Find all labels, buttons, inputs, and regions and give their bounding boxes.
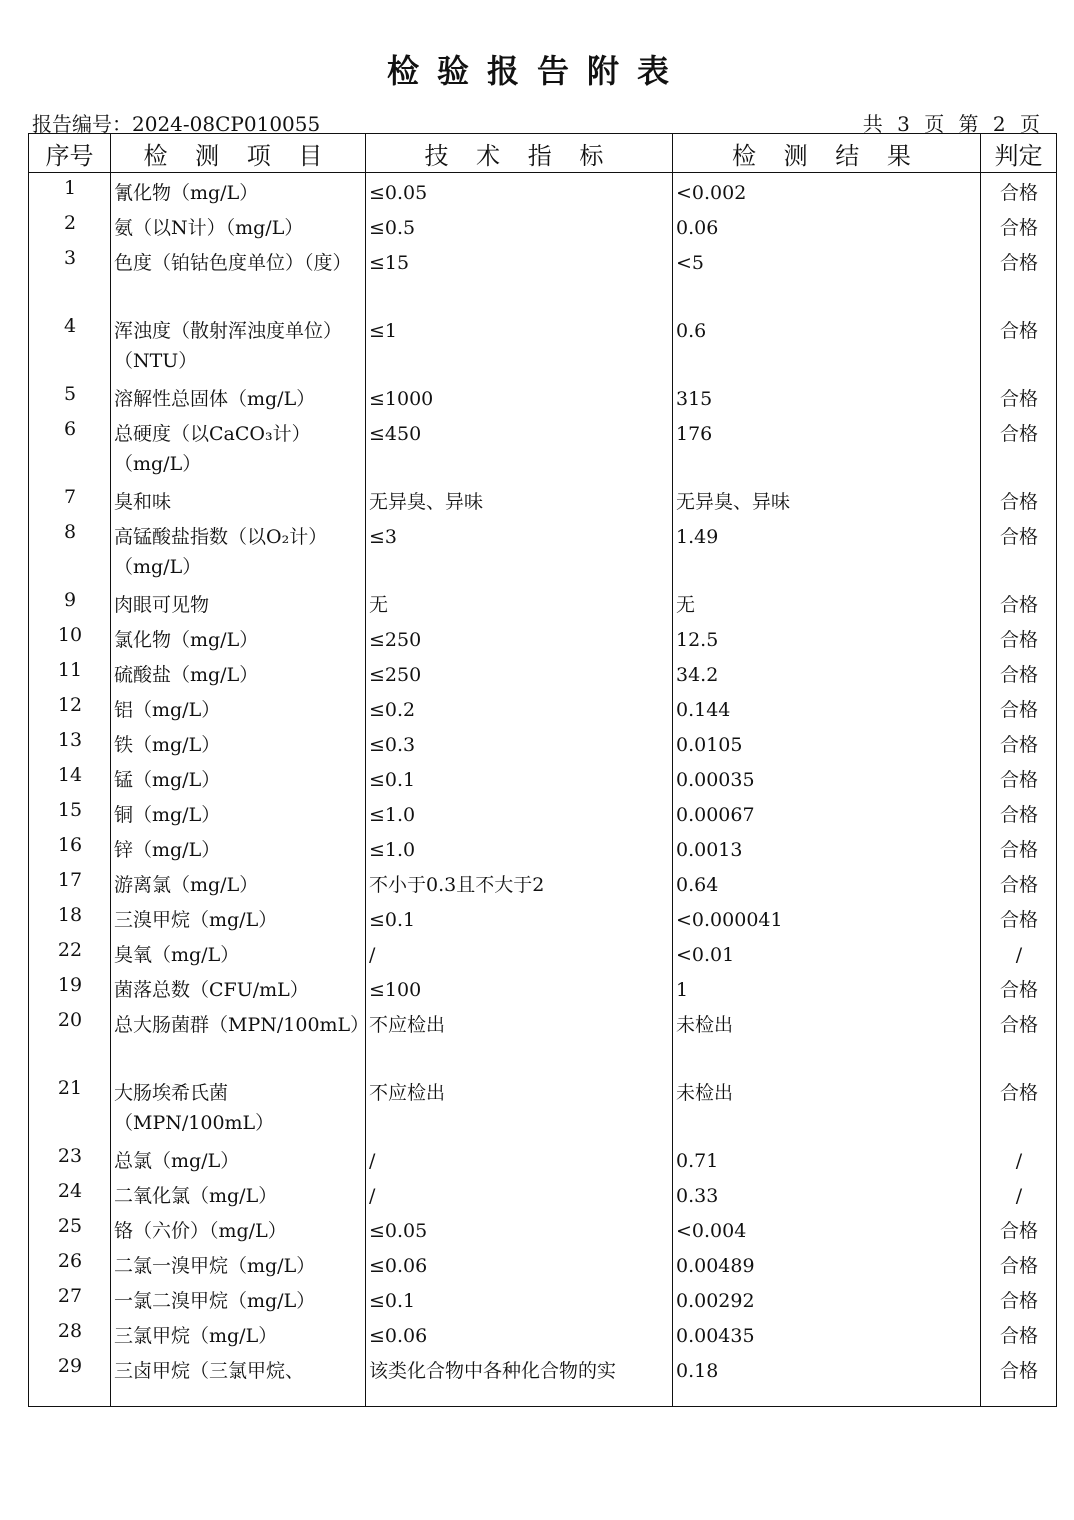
table-row	[29, 690, 1057, 725]
verdict-cell: 合格	[981, 690, 1057, 725]
row-number-cell: 5	[29, 379, 111, 414]
verdict-cell: 合格	[981, 1316, 1057, 1351]
result-cell: 0.00489	[673, 1246, 981, 1281]
test-item-cell: 溶解性总固体（mg/L）	[111, 379, 366, 414]
table-row	[29, 482, 1057, 517]
result-cell: <0.002	[673, 173, 981, 209]
row-number-cell: 12	[29, 690, 111, 725]
test-item-cell: 硫酸盐（mg/L）	[111, 655, 366, 690]
result-cell: 0.33	[673, 1176, 981, 1211]
row-number-cell: 14	[29, 760, 111, 795]
verdict-cell: 合格	[981, 865, 1057, 900]
row-number-cell: 26	[29, 1246, 111, 1281]
row-number-cell: 7	[29, 482, 111, 517]
spec-cell: 不应检出	[366, 1005, 673, 1073]
test-item-cell: 氰化物（mg/L）	[111, 173, 366, 209]
test-item-cell: 总硬度（以CaCO₃计）（mg/L）	[111, 414, 366, 482]
verdict-cell: 合格	[981, 311, 1057, 379]
verdict-cell: 合格	[981, 760, 1057, 795]
test-item-cell: 高锰酸盐指数（以O₂计）（mg/L）	[111, 517, 366, 585]
table-row	[29, 1316, 1057, 1351]
verdict-cell: 合格	[981, 725, 1057, 760]
header-verdict: 判定	[981, 134, 1057, 173]
test-item-cell: 一氯二溴甲烷（mg/L）	[111, 1281, 366, 1316]
spec-cell: ≤450	[366, 414, 673, 482]
verdict-cell: /	[981, 1141, 1057, 1176]
verdict-cell: 合格	[981, 173, 1057, 209]
test-item-cell: 铜（mg/L）	[111, 795, 366, 830]
spec-cell: ≤0.1	[366, 1281, 673, 1316]
table-row	[29, 311, 1057, 379]
test-item-cell: 锰（mg/L）	[111, 760, 366, 795]
spec-cell: /	[366, 1141, 673, 1176]
table-row	[29, 655, 1057, 690]
spec-cell: 该类化合物中各种化合物的实	[366, 1351, 673, 1406]
verdict-cell: 合格	[981, 1246, 1057, 1281]
verdict-cell: 合格	[981, 830, 1057, 865]
spec-cell: 无	[366, 585, 673, 620]
result-cell: 0.00435	[673, 1316, 981, 1351]
test-item-cell: 臭和味	[111, 482, 366, 517]
row-number-cell: 16	[29, 830, 111, 865]
row-number-cell: 25	[29, 1211, 111, 1246]
spec-cell: ≤1	[366, 311, 673, 379]
header-result: 检 测 结 果	[673, 134, 981, 173]
test-item-cell: 氯化物（mg/L）	[111, 620, 366, 655]
table-row	[29, 1073, 1057, 1141]
test-item-cell: 总大肠菌群（MPN/100mL）	[111, 1005, 366, 1073]
spec-cell: ≤0.06	[366, 1316, 673, 1351]
spec-cell: ≤1000	[366, 379, 673, 414]
table-row	[29, 620, 1057, 655]
spec-cell: ≤0.1	[366, 900, 673, 935]
spec-cell: 不小于0.3且不大于2	[366, 865, 673, 900]
table-row	[29, 725, 1057, 760]
row-number-cell: 19	[29, 970, 111, 1005]
verdict-cell: 合格	[981, 1073, 1057, 1141]
row-number-cell: 13	[29, 725, 111, 760]
result-cell: 未检出	[673, 1073, 981, 1141]
table-row	[29, 1005, 1057, 1073]
row-number-cell: 27	[29, 1281, 111, 1316]
result-cell: 0.6	[673, 311, 981, 379]
test-item-cell: 铬（六价）（mg/L）	[111, 1211, 366, 1246]
verdict-cell: 合格	[981, 970, 1057, 1005]
spec-cell: ≤250	[366, 655, 673, 690]
spec-cell: /	[366, 1176, 673, 1211]
table-row	[29, 243, 1057, 311]
test-item-cell: 氨（以N计）（mg/L）	[111, 208, 366, 243]
table-row	[29, 585, 1057, 620]
table-row	[29, 517, 1057, 585]
row-number-cell: 15	[29, 795, 111, 830]
result-cell: <5	[673, 243, 981, 311]
row-number-cell: 17	[29, 865, 111, 900]
table-header-row	[29, 134, 1057, 173]
table-row	[29, 830, 1057, 865]
page-indicator: 共 3 页 第 2 页	[862, 112, 1044, 136]
verdict-cell: 合格	[981, 1005, 1057, 1073]
spec-cell: 无异臭、异味	[366, 482, 673, 517]
result-cell: 1	[673, 970, 981, 1005]
verdict-cell: 合格	[981, 900, 1057, 935]
row-number-cell: 23	[29, 1141, 111, 1176]
test-item-cell: 菌落总数（CFU/mL）	[111, 970, 366, 1005]
verdict-cell: 合格	[981, 1211, 1057, 1246]
test-item-cell: 肉眼可见物	[111, 585, 366, 620]
result-cell: 无异臭、异味	[673, 482, 981, 517]
row-number-cell: 2	[29, 208, 111, 243]
test-item-cell: 游离氯（mg/L）	[111, 865, 366, 900]
table-row	[29, 865, 1057, 900]
test-item-cell: 二氯一溴甲烷（mg/L）	[111, 1246, 366, 1281]
table-row	[29, 173, 1057, 209]
test-item-cell: 铝（mg/L）	[111, 690, 366, 725]
test-item-cell: 浑浊度（散射浑浊度单位）（NTU）	[111, 311, 366, 379]
spec-cell: ≤0.5	[366, 208, 673, 243]
row-number-cell: 24	[29, 1176, 111, 1211]
spec-cell: ≤3	[366, 517, 673, 585]
spec-cell: ≤0.06	[366, 1246, 673, 1281]
row-number-cell: 28	[29, 1316, 111, 1351]
verdict-cell: /	[981, 935, 1057, 970]
header-no: 序号	[29, 134, 111, 173]
verdict-cell: 合格	[981, 1351, 1057, 1406]
result-cell: <0.01	[673, 935, 981, 970]
verdict-cell: 合格	[981, 1281, 1057, 1316]
test-item-cell: 锌（mg/L）	[111, 830, 366, 865]
verdict-cell: 合格	[981, 208, 1057, 243]
page-title: 检验报告附表	[386, 52, 687, 90]
row-number-cell: 6	[29, 414, 111, 482]
spec-cell: ≤0.1	[366, 760, 673, 795]
verdict-cell: 合格	[981, 243, 1057, 311]
verdict-cell: /	[981, 1176, 1057, 1211]
verdict-cell: 合格	[981, 655, 1057, 690]
result-cell: 无	[673, 585, 981, 620]
test-item-cell: 臭氧（mg/L）	[111, 935, 366, 970]
result-cell: 0.18	[673, 1351, 981, 1406]
result-cell: 0.0013	[673, 830, 981, 865]
table-row	[29, 1246, 1057, 1281]
verdict-cell: 合格	[981, 379, 1057, 414]
row-number-cell: 29	[29, 1351, 111, 1406]
table-row	[29, 1141, 1057, 1176]
row-number-cell: 18	[29, 900, 111, 935]
result-cell: 0.06	[673, 208, 981, 243]
results-table	[28, 133, 1057, 1407]
table-row	[29, 760, 1057, 795]
row-number-cell: 21	[29, 1073, 111, 1141]
spec-cell: ≤0.3	[366, 725, 673, 760]
row-number-cell: 1	[29, 173, 111, 209]
spec-cell: ≤15	[366, 243, 673, 311]
table-row	[29, 1211, 1057, 1246]
spec-cell: ≤0.05	[366, 173, 673, 209]
row-number-cell: 22	[29, 935, 111, 970]
table-row	[29, 795, 1057, 830]
test-item-cell: 总氯（mg/L）	[111, 1141, 366, 1176]
spec-cell: ≤100	[366, 970, 673, 1005]
table-row	[29, 935, 1057, 970]
test-item-cell: 铁（mg/L）	[111, 725, 366, 760]
spec-cell: ≤250	[366, 620, 673, 655]
header-spec: 技 术 指 标	[366, 134, 673, 173]
row-number-cell: 11	[29, 655, 111, 690]
row-number-cell: 8	[29, 517, 111, 585]
verdict-cell: 合格	[981, 482, 1057, 517]
result-cell: 0.00292	[673, 1281, 981, 1316]
verdict-cell: 合格	[981, 620, 1057, 655]
test-item-cell: 三溴甲烷（mg/L）	[111, 900, 366, 935]
test-item-cell: 二氧化氯（mg/L）	[111, 1176, 366, 1211]
result-cell: 176	[673, 414, 981, 482]
table-row	[29, 1281, 1057, 1316]
spec-cell: ≤0.05	[366, 1211, 673, 1246]
spec-cell: ≤1.0	[366, 830, 673, 865]
test-item-cell: 三氯甲烷（mg/L）	[111, 1316, 366, 1351]
report-number: 报告编号：2024-08CP010055	[32, 112, 321, 136]
result-cell: 0.00035	[673, 760, 981, 795]
spec-cell: ≤1.0	[366, 795, 673, 830]
verdict-cell: 合格	[981, 517, 1057, 585]
row-number-cell: 3	[29, 243, 111, 311]
result-cell: 12.5	[673, 620, 981, 655]
test-item-cell: 色度（铂钴色度单位）（度）	[111, 243, 366, 311]
table-row	[29, 1351, 1057, 1406]
spec-cell: ≤0.2	[366, 690, 673, 725]
result-cell: 未检出	[673, 1005, 981, 1073]
table-row	[29, 208, 1057, 243]
spec-cell: 不应检出	[366, 1073, 673, 1141]
result-cell: 34.2	[673, 655, 981, 690]
row-number-cell: 4	[29, 311, 111, 379]
test-item-cell: 三卤甲烷（三氯甲烷、	[111, 1351, 366, 1406]
result-cell: 1.49	[673, 517, 981, 585]
spec-cell: /	[366, 935, 673, 970]
verdict-cell: 合格	[981, 585, 1057, 620]
table-row	[29, 414, 1057, 482]
result-cell: 0.144	[673, 690, 981, 725]
result-cell: 0.0105	[673, 725, 981, 760]
row-number-cell: 9	[29, 585, 111, 620]
result-cell: 0.71	[673, 1141, 981, 1176]
row-number-cell: 20	[29, 1005, 111, 1073]
table-row	[29, 379, 1057, 414]
verdict-cell: 合格	[981, 414, 1057, 482]
result-cell: <0.000041	[673, 900, 981, 935]
result-cell: <0.004	[673, 1211, 981, 1246]
verdict-cell: 合格	[981, 795, 1057, 830]
table-row	[29, 1176, 1057, 1211]
row-number-cell: 10	[29, 620, 111, 655]
table-row	[29, 900, 1057, 935]
header-item: 检 测 项 目	[111, 134, 366, 173]
result-cell: 0.00067	[673, 795, 981, 830]
table-row	[29, 970, 1057, 1005]
result-cell: 0.64	[673, 865, 981, 900]
result-cell: 315	[673, 379, 981, 414]
test-item-cell: 大肠埃希氏菌（MPN/100mL）	[111, 1073, 366, 1141]
